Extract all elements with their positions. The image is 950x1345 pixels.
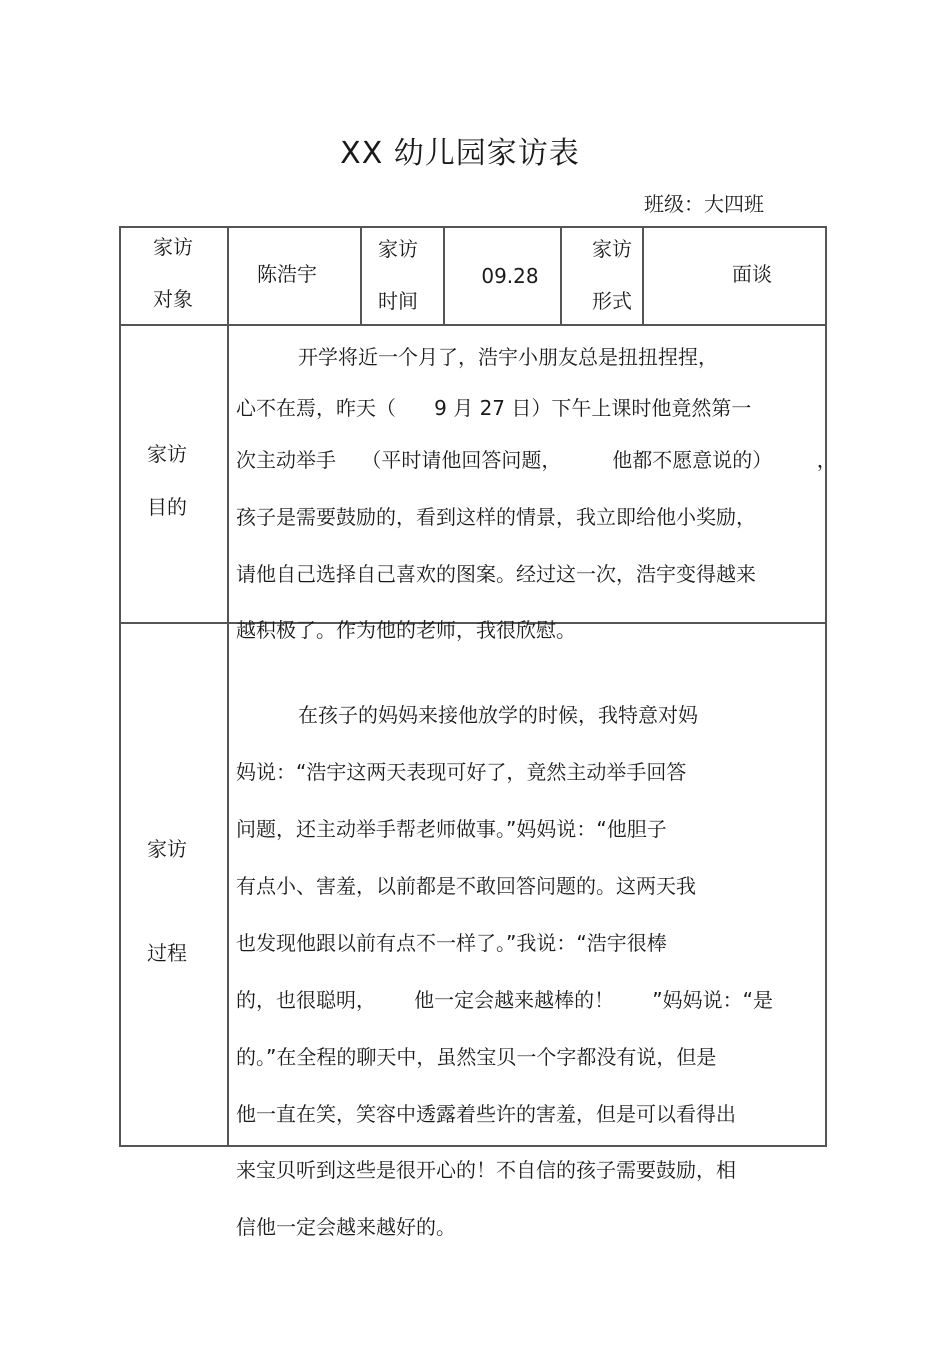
process-line: 来宝贝听到这些是很开心的！不自信的孩子需要鼓励，相	[236, 1158, 736, 1182]
purpose-line: 孩子是需要鼓励的，看到这样的情景，我立即给他小奖励，	[236, 505, 756, 529]
visit-target-value: 陈浩宇	[257, 262, 317, 286]
visit-target-label-line2: 对象	[153, 287, 193, 311]
process-line: 信他一定会越来越好的。	[236, 1215, 456, 1239]
purpose-line: 越积极了。作为他的老师，我很欣慰。	[236, 618, 576, 642]
process-label-line1: 家访	[147, 837, 187, 861]
purpose-line: 心不在焉，昨天（ 9 月 27 日）下午上课时他竟然第一	[236, 396, 752, 420]
visit-time-label-line1: 家访	[378, 237, 418, 261]
visit-target-label-line1: 家访	[153, 235, 193, 259]
purpose-line: 请他自己选择自己喜欢的图案。经过这一次，浩宇变得越来	[236, 562, 756, 586]
process-line: 的，也很聪明， 他一定会越来越棒的！ ”妈妈说：“是	[236, 988, 774, 1012]
table-border-left	[119, 226, 121, 1146]
document-title: XX 幼儿园家访表	[340, 136, 580, 171]
process-label-line2: 过程	[147, 941, 187, 965]
purpose-line: 开学将近一个月了，浩宇小朋友总是扭扭捏捏，	[298, 345, 718, 369]
process-line: 也发现他跟以前有点不一样了。”我说：“浩宇很棒	[236, 931, 667, 955]
visit-form-label-line1: 家访	[592, 237, 632, 261]
purpose-line: 次主动举手 （平时请他回答问题， 他都不愿意说的） ，	[236, 448, 837, 472]
table-column-divider-1	[227, 226, 229, 1146]
process-line: 在孩子的妈妈来接他放学的时候，我特意对妈	[298, 703, 698, 727]
purpose-label-line2: 目的	[147, 495, 187, 519]
process-line: 的。”在全程的聊天中，虽然宝贝一个字都没有说，但是	[236, 1045, 717, 1069]
visit-time-value: 09.28	[481, 264, 539, 288]
process-line: 有点小、害羞，以前都是不敢回答问题的。这两天我	[236, 874, 696, 898]
table-border-bottom	[119, 1145, 827, 1147]
visit-time-label-line2: 时间	[378, 289, 418, 313]
class-label: 班级：大四班	[644, 192, 764, 216]
visit-form-label-line2: 形式	[592, 289, 632, 313]
process-line: 问题，还主动举手帮老师做事。”妈妈说：“他胆子	[236, 817, 667, 841]
process-line: 他一直在笑，笑容中透露着些许的害羞，但是可以看得出	[236, 1102, 736, 1126]
purpose-label-line1: 家访	[147, 442, 187, 466]
visit-form-value: 面谈	[732, 262, 772, 286]
process-line: 妈说：“浩宇这两天表现可好了，竟然主动举手回答	[236, 760, 687, 784]
table-border-right	[825, 226, 827, 1146]
